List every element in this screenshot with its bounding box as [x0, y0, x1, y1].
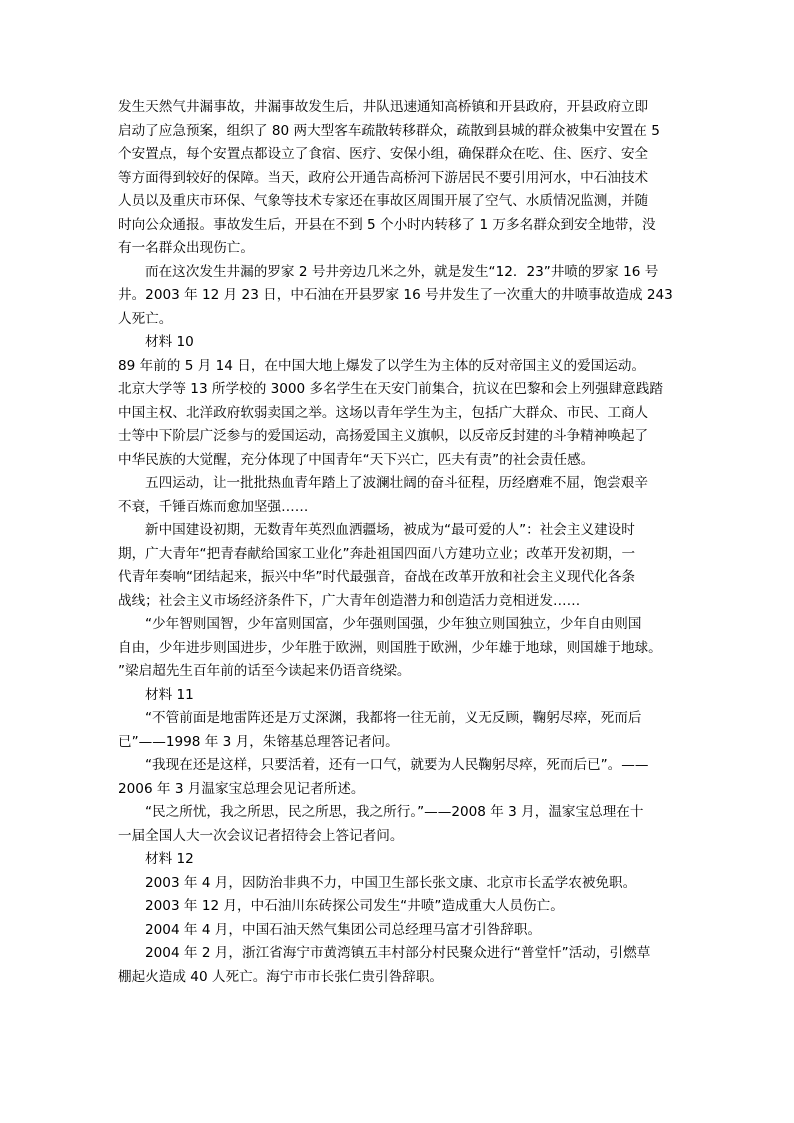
- text-line: 一届全国人大一次会议记者招待会上答记者问。: [118, 827, 404, 844]
- document-body: [118, 96, 678, 989]
- text-line: 时向公众通报。事故发生后，开县在不到 5 个小时内转移了 1 万多名群众到安全地带，没: [118, 216, 656, 233]
- text-line: 北京大学等 13 所学校的 3000 多名学生在天安门前集合，抗议在巴黎和会上列强肆意践踏: [118, 381, 663, 397]
- text-line: 2006 年 3 月温家宝总理会见记者所述。: [118, 780, 365, 797]
- text-line: ”梁启超先生百年前的话至今读起来仍语音绕梁。: [118, 663, 411, 679]
- text-line: 2003 年 12 月，中石油川东砖探公司发生“井喷”造成重大人员伤亡。: [145, 898, 564, 914]
- text-line: “不管前面是地雷阵还是万丈深渊，我都将一往无前，义无反顾，鞠躬尽瘁，死而后: [145, 710, 642, 726]
- text-line: 启动了应急预案，组织了 80 两大型客车疏散转移群众，疏散到县城的群众被集中安置在 5: [118, 122, 660, 139]
- text-line: “民之所忧，我之所思，民之所思，我之所行。”——2008 年 3 月，温家宝总理在十: [145, 804, 644, 820]
- text-line: 有一名群众出现伤亡。: [118, 240, 254, 256]
- text-line: 个安置点，每个安置点都设立了食宿、医疗、安保小组，确保群众在吃、住、医疗、安全: [118, 146, 649, 162]
- text-line: 而在这次发生井漏的罗家 2 号井旁边几米之外，就是发生“12．23”井喷的罗家 16 号: [145, 263, 659, 280]
- text-line: 发生天然气井漏事故，井漏事故发生后，井队迅速通知高桥镇和开县政府，开县政府立即: [118, 99, 649, 115]
- text-line: 不衰，千锤百炼而愈加坚强……: [118, 498, 309, 515]
- text-line: 期，广大青年“把青春献给国家工业化”奔赴祖国四面八方建功立业；改革开发初期，一: [118, 545, 636, 562]
- text-line: 五四运动，让一批批热血青年踏上了波澜壮阔的奋斗征程，历经磨难不屈，饱尝艰辛: [145, 475, 648, 491]
- text-line: 材料 12: [145, 851, 194, 867]
- text-line: “我现在还是这样，只要活着，还有一口气，就要为人民鞠躬尽瘁，死而后已”。——: [145, 757, 649, 773]
- text-line: 2004 年 4 月，中国石油天然气集团公司总经理马富才引咎辞职。: [145, 921, 542, 938]
- text-line: 战线；社会主义市场经济条件下，广大青年创造潜力和创造活力竞相迸发……: [118, 592, 581, 609]
- text-line: 棚起火造成 40 人死亡。海宁市市长张仁贵引咎辞职。: [118, 968, 444, 985]
- text-line: “少年智则国智，少年富则国富，少年强则国强，少年独立则国独立，少年自由则国: [145, 616, 642, 632]
- text-line: 井。2003 年 12 月 23 日，中石油在开县罗家 16 号井发生了一次重大的井喷事故造成 243: [118, 287, 673, 303]
- text-line: 2004 年 2 月，浙江省海宁市黄湾镇五丰村部分村民聚众进行“普堂忏”活动，引燃草: [145, 945, 651, 961]
- text-line: 已”——1998 年 3 月，朱镕基总理答记者问。: [118, 733, 399, 750]
- text-line: 自由，少年进步则国进步，少年胜于欧洲，则国胜于欧洲，少年雄于地球，则国雄于地球。: [118, 639, 662, 656]
- text-line: 等方面得到较好的保障。当天，政府公开通告高桥河下游居民不要引用河水，中石油技术: [118, 169, 649, 186]
- text-line: 中国主权、北洋政府软弱卖国之举。这场以青年学生为主，包括广大群众、市民、工商人: [118, 404, 649, 421]
- text-line: 代青年奏响“团结起来，振兴中华”时代最强音，奋战在改革开放和社会主义现代化各条: [118, 569, 636, 585]
- text-line: 材料 11: [145, 686, 194, 703]
- text-line: 人死亡。: [118, 310, 173, 327]
- text-line: 士等中下阶层广泛参与的爱国运动，高扬爱国主义旗帜，以反帝反封建的斗争精神唤起了: [118, 428, 649, 444]
- text-line: 89 年前的 5 月 14 日，在中国大地上爆发了以学生为主体的反对帝国主义的爱国运动。: [118, 357, 646, 374]
- text-line: 材料 10: [145, 334, 194, 350]
- text-line: 人员以及重庆市环保、气象等技术专家还在事故区周围开展了空气、水质情况监测，并随: [118, 193, 649, 209]
- text-line: 中华民族的大觉醒，充分体现了中国青年“天下兴亡，匹夫有责”的社会责任感。: [118, 451, 595, 468]
- text-line: 新中国建设初期，无数青年英烈血洒疆场，被成为“最可爱的人”：社会主义建设时: [145, 522, 635, 538]
- text-line: 2003 年 4 月，因防治非典不力，中国卫生部长张文康、北京市长孟学农被免职。: [145, 874, 637, 891]
